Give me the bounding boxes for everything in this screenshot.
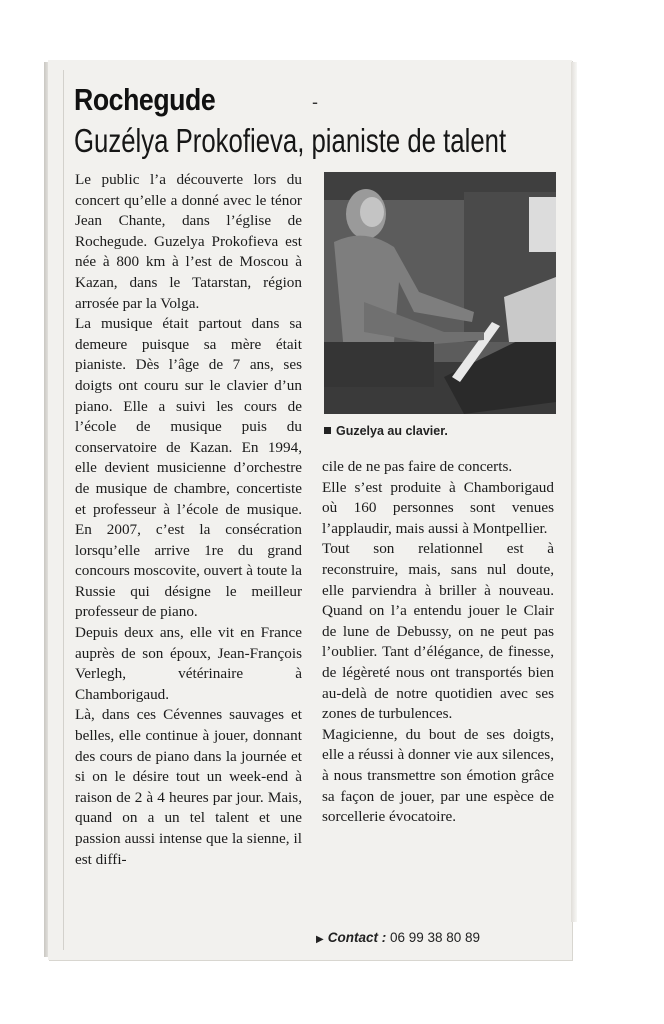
section-dash: - <box>312 92 318 112</box>
pianist-photo <box>324 172 556 414</box>
clipping-right-edge <box>571 62 577 922</box>
paragraph: cile de ne pas faire de concerts. <box>322 458 513 475</box>
photo-caption <box>324 424 448 438</box>
paragraph: La musique était partout dans sa demeure puisque sa mère était pianiste. Dès l’âge de 7 ans, ses doigts ont couru sur le clavier d’un piano. Elle a suivi les cours de l’école de musique puis du conservatoire de Kazan. En 1994, elle devient musicienne d’orchestre de musique de chambre, concertiste et professeur à l’école de musique. En 2007, c’est la consécration lorsqu’elle arrive 1re du grand concours moscovite, ouvert à toute la Russie qui désigne le meilleur professeur de piano. <box>75 315 302 621</box>
paragraph: Tout son relationnel est à reconstruire, mais, sans nul doute, elle parviendra à briller à nouveau. Quand on l’a entendu jouer le Clair de lune de Debussy, on ne peut pas l’oublier. Tant d’élégance, de finesse, de légèreté nous ont transportés bien au-delà de notre quotidien avec ses zones de turbulences. <box>322 540 554 723</box>
column-rule <box>63 70 64 950</box>
caption-text: Guzelya au clavier. <box>336 424 448 438</box>
paragraph: Le public l’a découverte lors du concert qu’elle a donné avec le ténor Jean Chante, dans l’église de Rochegude. Guzelya Prokofieva est née à 800 km à l’est de Moscou à Kazan, dans le Tatarstan, région arrosée par la Volga. <box>75 171 302 312</box>
left-column <box>75 170 302 870</box>
paragraph: Elle s’est produite à Chamborigaud où 160 personnes sont venues l’applaudir, mais aussi à Montpellier. <box>322 478 554 537</box>
contact-phone: 06 99 38 80 89 <box>389 930 481 945</box>
paragraph: Là, dans ces Cévennes sauvages et belles, elle continue à jouer, donnant des cours de piano dans la journée et si on le désire tout un week-end à raison de 2 à 4 heures par jour. Mais, quand on a un tel talent et une passion aussi intense que la sienne, il est diffi- <box>75 706 302 868</box>
contact-label: Contact : <box>327 930 387 945</box>
section-title: Rochegude <box>74 82 216 117</box>
caption-bullet-icon <box>324 427 331 434</box>
headline: Guzélya Prokofieva, pianiste de talent <box>74 122 507 159</box>
contact-line <box>316 930 480 945</box>
paragraph: Magicienne, du bout de ses doigts, elle a réussi à donner vie aux silences, à nous transmettre son émotion grâce sa façon de jouer, par une espèce de sorcellerie évocatoire. <box>322 725 554 826</box>
right-column <box>322 457 554 828</box>
paragraph: Depuis deux ans, elle vit en France auprès de son époux, Jean-François Verlegh, vétérinaire à Chamborigaud. <box>75 624 302 703</box>
arrow-icon: ▶ <box>316 934 324 945</box>
pianist-photo-illustration <box>324 172 556 414</box>
